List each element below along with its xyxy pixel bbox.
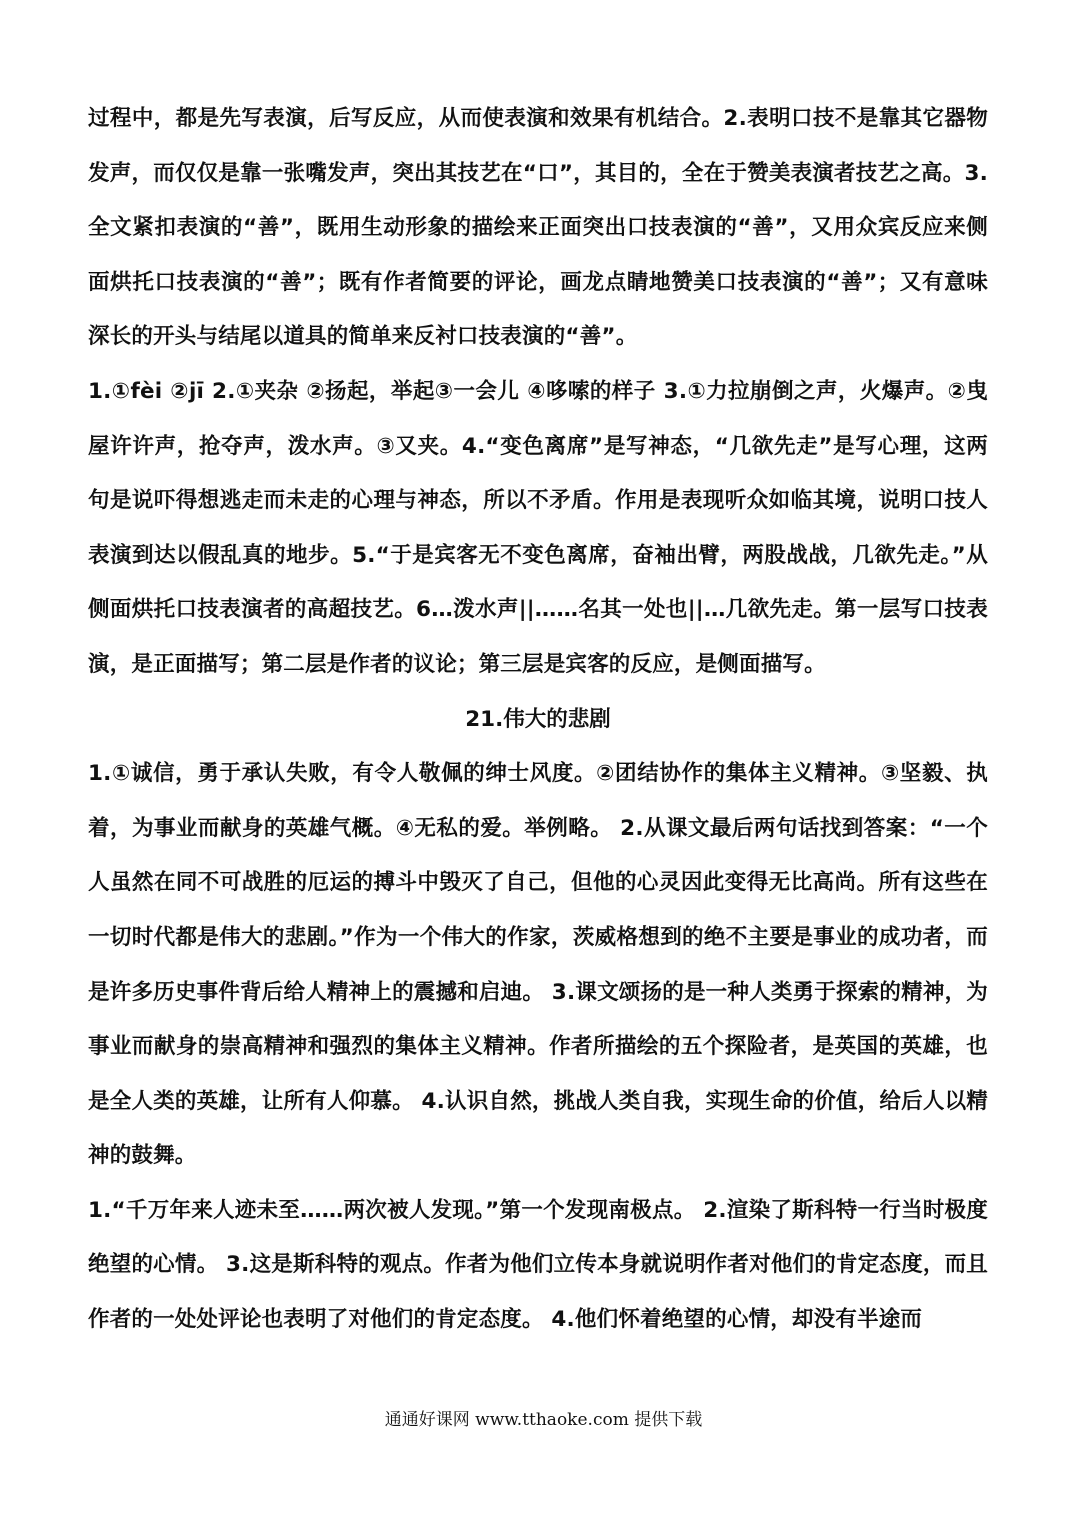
page-footer: 通通好课网 www.tthaoke.com 提供下载 (384, 1410, 703, 1430)
answer-paragraph-2: 1.①fèi ②jī 2.①夹杂 ②扬起，举起③一会儿 ④哆嗦的样子 3.①力拉崩倒之声，火爆声。②曳屋许许声，抢夺声，泼水声。③又夹。4.“变色离席”是写神态，“几欲先走”是写心理，这两句是说吓得想逃走而未走的心理与神态，所以不矛盾。作用是表现听众如临其境，说明口技人表演到达以假乱真的地步。5.“于是宾客无不变色离席，奋袖出臂，两股战战，几欲先走。”从侧面烘托口技表演者的高超技艺。6…泼水声||……名其一处也||…几欲先走。第一层写口技表演，是正面描写；第二层是作者的议论；第三层是宾客的反应，是侧面描写。 (88, 378, 988, 677)
answer-paragraph-1: 过程中，都是先写表演，后写反应，从而使表演和效果有机结合。2.表明口技不是靠其它器物发声，而仅仅是靠一张嘴发声，突出其技艺在“口”，其目的，全在于赞美表演者技艺之高。3.全文紧扣表演的“善”，既用生动形象的描绘来正面突出口技表演的“善”，又用众宾反应来侧面烘托口技表演的“善”；既有作者简要的评论，画龙点睛地赞美口技表演的“善”；又有意味深长的开头与结尾以道具的简单来反衬口技表演的“善”。 (88, 106, 988, 350)
section-title: 21.伟大的悲剧 (465, 706, 611, 732)
answer-paragraph-3: 1.①诚信，勇于承认失败，有令人敬佩的绅士风度。②团结协作的集体主义精神。③坚毅、执着，为事业而献身的英雄气概。④无私的爱。举例略。 2.从课文最后两句话找到答案：“一个人虽然在同不可战胜的厄运的搏斗中毁灭了自己，但他的心灵因此变得无比高尚。所有这些在一切时代都是伟大的悲剧。”作为一个伟大的作家，茨威格想到的绝不主要是事业的成功者，而是许多历史事件背后给人精神上的震撼和启迪。 3.课文颂扬的是一种人类勇于探索的精神，为事业而献身的崇高精神和强烈的集体主义精神。作者所描绘的五个探险者，是英国的英雄，也是全人类的英雄，让所有人仰慕。 4.认识自然，挑战人类自我，实现生命的价值，给后人以精神的鼓舞。 (88, 761, 988, 1169)
answer-paragraph-4: 1.“千万年来人迹未至……两次被人发现。”第一个发现南极点。 2.渲染了斯科特一行当时极度绝望的心情。 3.这是斯科特的观点。作者为他们立传本身就说明作者对他们的肯定态度，而且作者的一处处评论也表明了对他们的肯定态度。 4.他们怀着绝望的心情，却没有半途而 (88, 1197, 988, 1333)
document-body (88, 92, 988, 1348)
